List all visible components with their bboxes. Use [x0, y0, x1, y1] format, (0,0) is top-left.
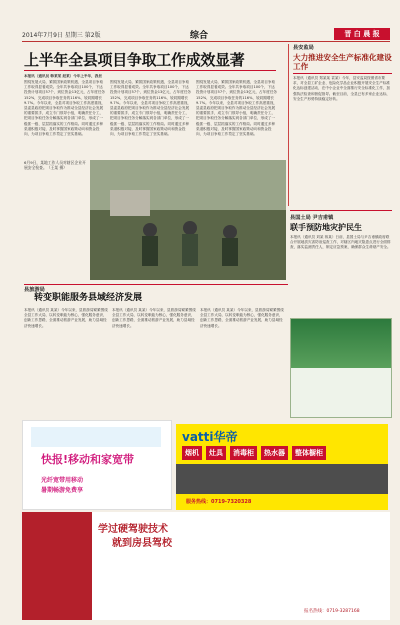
driving-ad-title: 学过硬驾驶技术 [98, 524, 168, 535]
sponsor-box [290, 318, 392, 418]
sponsor-banner [291, 319, 391, 368]
section-name: 综合 [190, 31, 209, 41]
sidebar-tag: 县安监局 [293, 45, 314, 51]
product-label: 消毒柜 [230, 446, 257, 460]
divider [293, 73, 392, 74]
lead-headline: 上半年全县项目争取工作成效显著 [24, 51, 245, 69]
product-label: 灶具 [206, 446, 226, 460]
vatti-brand: vatti华帝 [182, 430, 238, 444]
page-header [22, 28, 390, 42]
divider [24, 70, 276, 71]
divider [290, 210, 392, 211]
vatti-phone: 服务热线：0719-7320328 [186, 499, 252, 505]
mobile-ad-line1: 光纤宽带用移动 [41, 477, 84, 484]
news-photo [90, 160, 286, 280]
feature1-body: 本报讯（通讯员 刘某 蒋某）日前，县国土局与尹吉甫镇政府联合开展地质灾害防治巡查工作，对辖区内地灾隐患点进行全面排查，落实监测责任人，制定应急预案，确保群众生命财产安全。 [290, 235, 391, 250]
ad-logo-bar [31, 427, 161, 447]
feature2-body-col2: 本报讯（通讯员 某某）今年以来，县旅游局紧紧围绕全县工作大局，以转变职能为核心，强化服务意识，创新工作思路，全面推动旅游产业发展，助力县域经济快速增长。 [112, 308, 196, 328]
product-label: 热水器 [261, 446, 288, 460]
vatti-products [182, 446, 326, 460]
product-label: 整体橱柜 [292, 446, 326, 460]
mobile-ad-line2: 暑期畅游免费享 [41, 487, 84, 494]
lead-body-col1: 围绕发展大局，紧抓国家政策机遇，全县项目争取工作取得显著成效。全年共争取项目100个，下达投资计划项目57个，到位资金13亿元，占年度任务152%，完成项目争取任务的116%，较同期增长9.7%。今年以来，全县对项目争取工作高度重视，县委县政府把项目争取作为推动全县经济社会发展的重要抓手，成立专门领导小组，明确责任分工，把项目争取任务分解落实到各部门单位，形成了一级抓一级、层层抓落实的工作格局。同时通过多种渠道积极对接，及时掌握国家政策动向和资金投向，为项目争取工作奠定了坚实基础。 [24, 80, 106, 137]
feature2-headline: 转变职能服务县域经济发展 [34, 293, 143, 303]
mobile-ad[interactable] [22, 420, 172, 510]
sidebar-headline: 大力推进安全生产标准化建设工作 [293, 53, 392, 71]
photo-caption: 6月9日，某地工作人员对辖区企业开展安全检查。（王某 摄） [24, 160, 86, 171]
divider [24, 284, 288, 285]
feature2-body-col3: 本报讯（通讯员 某某）今年以来，县旅游局紧紧围绕全县工作大局，以转变职能为核心，强化服务意识，创新工作思路，全面推动旅游产业发展，助力县域经济快速增长。 [200, 308, 284, 328]
vatti-ad[interactable] [176, 424, 388, 510]
product-label: 烟机 [182, 446, 202, 460]
driving-ad-image [22, 512, 92, 620]
feature1-tag: 县国土局 尹吉甫镇 [290, 215, 334, 221]
feature2-tag: 县旅游局 [24, 287, 45, 293]
lead-body-col3: 围绕发展大局，紧抓国家政策机遇，全县项目争取工作取得显著成效。全年共争取项目100个，下达投资计划项目57个，到位资金13亿元，占年度任务152%，完成项目争取任务的116%，较同期增长9.7%。今年以来，全县对项目争取工作高度重视，县委县政府把项目争取作为推动全县经济社会发展的重要抓手，成立专门领导小组，明确责任分工，把项目争取任务分解落实到各部门单位，形成了一级抓一级、层层抓落实的工作格局。同时通过多种渠道积极对接，及时掌握国家政策动向和资金投向，为项目争取工作奠定了坚实基础。 [196, 80, 278, 137]
driving-ad-subtitle: 就到房县驾校 [112, 538, 172, 549]
mobile-ad-title: 快报!移动和家宽带 [41, 453, 135, 466]
sidebar-story [288, 44, 392, 206]
driving-ad-phone: 报名热线：0719-3287168 [304, 609, 360, 614]
lead-byline: 本报讯（通讯员 韩某某 赵某）今年上半年，我县 [24, 74, 102, 78]
vatti-product-image [176, 464, 388, 494]
masthead-logo: 晋 白 晨 报 [334, 28, 390, 40]
driving-school-ad[interactable] [22, 512, 390, 620]
feature1-headline: 联手预防地灾护民生 [290, 222, 362, 232]
sidebar-body: 本报讯（通讯员 郑某某 袁某）今年，县安监局按照省市要求，对全县工矿企业、危险化学品企业积极开展安全生产标准化达标创建活动，在中小企业中全面推行安全标准化工作，加强执法检查和督促指导。截至目前，全县已有多家企业达标，安全生产形势持续稳定好转。 [293, 76, 391, 101]
feature2-body-col1: 本报讯（通讯员 某某）今年以来，县旅游局紧紧围绕全县工作大局，以转变职能为核心，强化服务意识，创新工作思路，全面推动旅游产业发展，助力县域经济快速增长。 [24, 308, 108, 328]
issue-date: 2014年7月9日 星期三 第2版 [22, 32, 101, 39]
photo-scene [90, 160, 286, 280]
lead-body-col2: 围绕发展大局，紧抓国家政策机遇，全县项目争取工作取得显著成效。全年共争取项目100个，下达投资计划项目57个，到位资金13亿元，占年度任务152%，完成项目争取任务的116%，较同期增长9.7%。今年以来，全县对项目争取工作高度重视，县委县政府把项目争取作为推动全县经济社会发展的重要抓手，成立专门领导小组，明确责任分工，把项目争取任务分解落实到各部门单位，形成了一级抓一级、层层抓落实的工作格局。同时通过多种渠道积极对接，及时掌握国家政策动向和资金投向，为项目争取工作奠定了坚实基础。 [110, 80, 192, 137]
